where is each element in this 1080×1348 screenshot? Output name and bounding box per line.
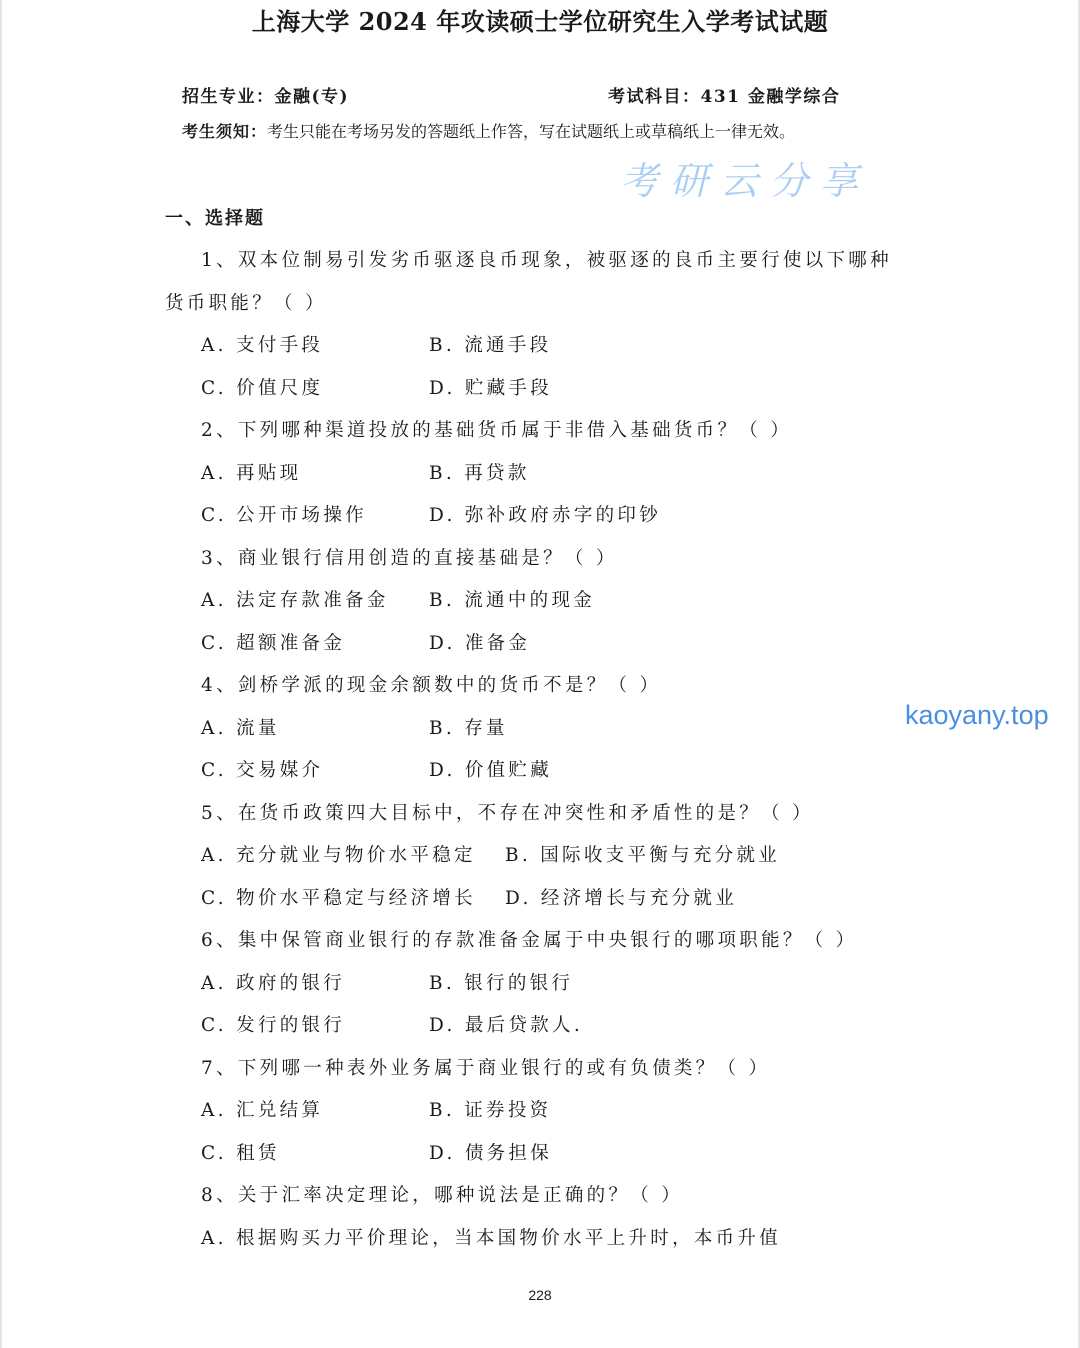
option-left: C. 物价水平稳定与经济增长 <box>201 887 476 909</box>
section-title: 一、选择题 <box>165 208 265 229</box>
option-left: C. 价值尺度 <box>201 377 324 399</box>
exam-notice <box>182 119 795 142</box>
option-left: A. 法定存款准备金 <box>201 590 389 611</box>
question-text: 1、双本位制易引发劣币驱逐良币现象，被驱逐的良币主要行使以下哪种 <box>201 250 892 271</box>
page-number: 228 <box>528 1287 552 1303</box>
subject-value: 431 金融学综合 <box>700 87 841 107</box>
option-left: A. 再贴现 <box>201 462 302 484</box>
option-right: D. 准备金 <box>429 632 531 654</box>
question-text: 6、集中保管商业银行的存款准备金属于中央银行的哪项职能？（ ） <box>201 930 858 951</box>
subject-label: 考试科目： <box>608 87 701 107</box>
option-right: B. 国际收支平衡与充分就业 <box>505 845 781 866</box>
major-info <box>182 82 349 107</box>
option-right: D. 经济增长与充分就业 <box>505 887 738 909</box>
option-left: C. 公开市场操作 <box>201 505 367 526</box>
major-value: 金融(专) <box>274 87 350 107</box>
option-left: A. 流量 <box>201 717 280 739</box>
option-a: A. 根据购买力平价理论，当本国物价水平上升时，本币升值 <box>201 1227 782 1249</box>
option-right: B. 银行的银行 <box>429 972 574 994</box>
major-label: 招生专业： <box>182 87 275 107</box>
option-left: C. 租赁 <box>201 1142 280 1164</box>
subject-info <box>608 82 840 107</box>
option-left: A. 政府的银行 <box>201 972 346 994</box>
option-right: B. 证券投资 <box>429 1100 552 1121</box>
notice-label: 考生须知： <box>182 122 268 141</box>
question-text: 3、商业银行信用创造的直接基础是？（ ） <box>201 547 618 569</box>
option-right: B. 流通手段 <box>429 335 552 356</box>
question-text-continued: 货币职能？（ ） <box>165 292 327 314</box>
option-right: D. 价值贮藏 <box>429 760 553 781</box>
question-text: 7、下列哪一种表外业务属于商业银行的或有负债类？（ ） <box>201 1057 771 1079</box>
watermark-url: kaoyany.top <box>905 700 1049 730</box>
question-text: 4、剑桥学派的现金余额数中的货币不是？（ ） <box>201 675 662 696</box>
option-right: B. 流通中的现金 <box>429 590 596 611</box>
notice-text: 考生只能在考场另发的答题纸上作答，写在试题纸上或草稿纸上一律无效。 <box>267 122 796 141</box>
exam-title: 上海大学 2024 年攻读硕士学位研究生入学考试试题 <box>251 7 829 36</box>
option-left: C. 交易媒介 <box>201 760 324 781</box>
watermark-chinese: 考研云分享 <box>620 159 871 203</box>
option-right: D. 弥补政府赤字的印钞 <box>429 505 662 526</box>
option-left: A. 充分就业与物价水平稳定 <box>201 845 476 866</box>
question-text: 8、关于汇率决定理论，哪种说法是正确的？（ ） <box>201 1185 684 1206</box>
option-right: D. 债务担保 <box>429 1142 553 1164</box>
option-left: C. 超额准备金 <box>201 632 346 654</box>
option-right: B. 再贷款 <box>429 462 530 484</box>
option-left: A. 支付手段 <box>201 335 324 356</box>
question-text: 2、下列哪种渠道投放的基础货币属于非借入基础货币？（ ） <box>201 420 793 441</box>
option-left: C. 发行的银行 <box>201 1015 346 1036</box>
option-right: D. 最后贷款人. <box>429 1015 584 1036</box>
page-edge-left <box>0 0 2 1348</box>
option-left: A. 汇兑结算 <box>201 1100 324 1121</box>
question-text: 5、在货币政策四大目标中，不存在冲突性和矛盾性的是？（ ） <box>201 802 814 824</box>
option-right: D. 贮藏手段 <box>429 377 553 399</box>
option-right: B. 存量 <box>429 717 508 739</box>
